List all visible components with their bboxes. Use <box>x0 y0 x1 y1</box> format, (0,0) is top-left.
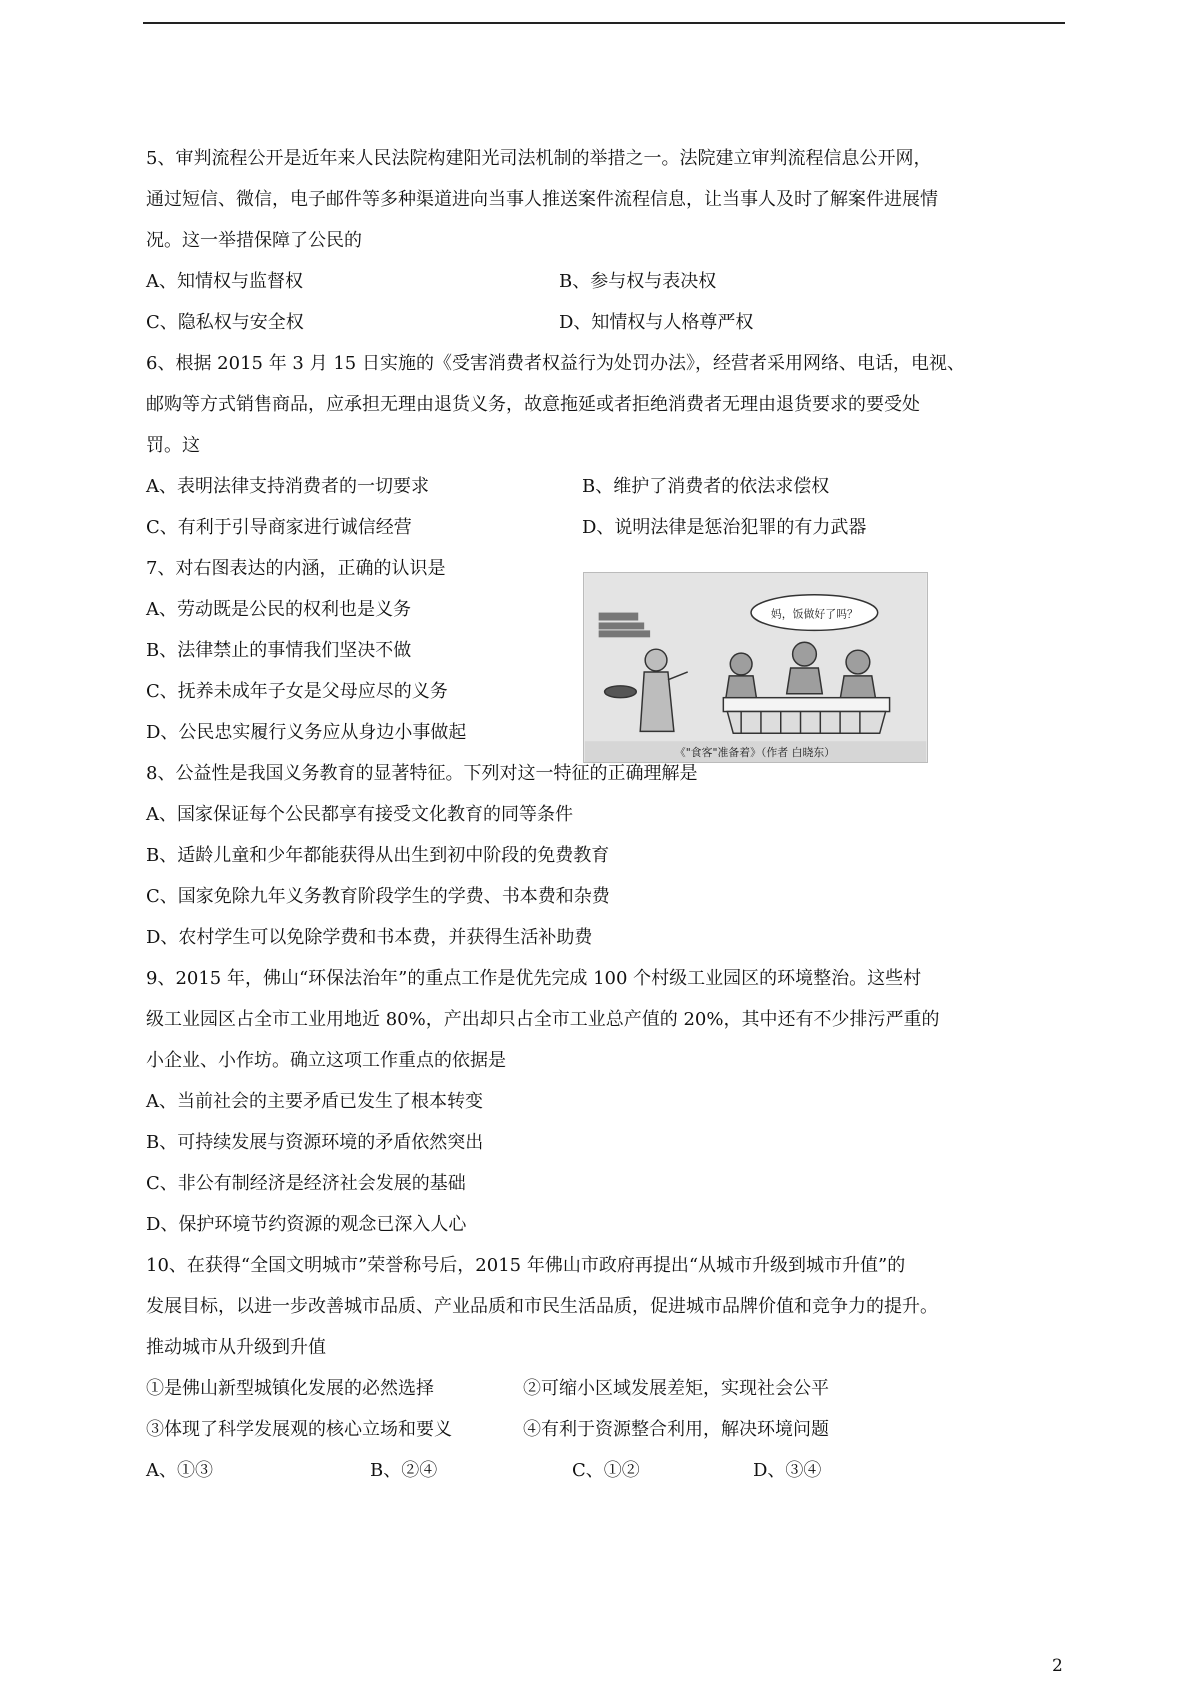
q5-option-b: B、参与权与表决权 <box>559 271 717 292</box>
q7-cartoon-figure <box>583 572 928 763</box>
q10-statement-3: ③体现了科学发展观的核心立场和要义 <box>146 1419 452 1440</box>
q10-stem-line-2: 发展目标，以进一步改善城市品质、产业品质和市民生活品质，促进城市品牌价值和竞争力的提升。 <box>146 1296 938 1317</box>
q9-option-b: B、可持续发展与资源环境的矛盾依然突出 <box>146 1132 484 1153</box>
q6-stem-line-3: 罚。这 <box>146 435 200 456</box>
q10-statements-row-1 <box>146 1368 1066 1409</box>
q5-option-d: D、知情权与人格尊严权 <box>559 312 754 333</box>
question-page <box>146 138 1066 1491</box>
q10-options-row <box>146 1450 1066 1491</box>
figure-caption: 《"食客"准备着》（作者 白晓东） <box>674 746 836 760</box>
q6-option-a: A、表明法律支持消费者的一切要求 <box>146 476 429 497</box>
q7-stem: 7、对右图表达的内涵，正确的认识是 <box>146 558 446 579</box>
q5-stem-line-2: 通过短信、微信，电子邮件等多种渠道进向当事人推送案件流程信息，让当事人及时了解案件进展情 <box>146 189 938 210</box>
q6-option-c: C、有利于引导商家进行诚信经营 <box>146 517 412 538</box>
q5-option-c: C、隐私权与安全权 <box>146 312 304 333</box>
q5-options-row-1 <box>146 261 1066 302</box>
q10-statement-2: ②可缩小区域发展差矩，实现社会公平 <box>523 1378 829 1399</box>
q10-option-d: D、③④ <box>753 1460 822 1481</box>
page-number: 2 <box>1052 1656 1063 1676</box>
q5-stem-line-1: 5、审判流程公开是近年来人民法院构建阳光司法机制的举措之一。法院建立审判流程信息公开网， <box>146 148 932 169</box>
q5-stem-line-3: 况。这一举措保障了公民的 <box>146 230 362 251</box>
q7-option-a: A、劳动既是公民的权利也是义务 <box>146 599 411 620</box>
dining-table <box>723 698 889 734</box>
q10-statements-row-2 <box>146 1409 1066 1450</box>
q8-option-c: C、国家免除九年义务教育阶段学生的学费、书本费和杂费 <box>146 886 610 907</box>
q10-option-b: B、②④ <box>370 1460 438 1481</box>
q7-option-b: B、法律禁止的事情我们坚决不做 <box>146 640 412 661</box>
q5-options-row-2 <box>146 302 1066 343</box>
q9-option-d: D、保护环境节约资源的观念已深入人心 <box>146 1214 467 1235</box>
q5-option-a: A、知情权与监督权 <box>146 271 303 292</box>
q10-option-c: C、①② <box>572 1460 640 1481</box>
q6-stem-line-2: 邮购等方式销售商品，应承担无理由退货义务，故意拖延或者拒绝消费者无理由退货要求的要受处 <box>146 394 920 415</box>
q6-option-b: B、维护了消费者的依法求偿权 <box>582 476 830 497</box>
q10-option-a: A、①③ <box>146 1460 213 1481</box>
header-rule <box>143 22 1065 24</box>
q9-stem-line-2: 级工业园区占全市工业用地近 80%，产出却只占全市工业总产值的 20%，其中还有不少排污严重的 <box>146 1009 940 1030</box>
q8-option-a: A、国家保证每个公民都享有接受文化教育的同等条件 <box>146 804 573 825</box>
q10-statement-1: ①是佛山新型城镇化发展的必然选择 <box>146 1378 434 1399</box>
q8-option-b: B、适龄儿童和少年都能获得从出生到初中阶段的免费教育 <box>146 845 610 866</box>
speech-text: 妈，饭做好了吗？ <box>770 607 858 621</box>
q7-option-c: C、抚养未成年子女是父母应尽的义务 <box>146 681 448 702</box>
q9-stem-line-1: 9、2015 年，佛山“环保法治年”的重点工作是优先完成 100 个村级工业园区的环境整治。这些村 <box>146 968 922 989</box>
q6-stem-line-1: 6、根据 2015 年 3 月 15 日实施的《受害消费者权益行为处罚办法》，经营者采用网络、电话，电视、 <box>146 353 965 374</box>
q8-option-d: D、农村学生可以免除学费和书本费，并获得生活补助费 <box>146 927 593 948</box>
q9-stem-line-3: 小企业、小作坊。确立这项工作重点的依据是 <box>146 1050 506 1071</box>
q8-stem: 8、公益性是我国义务教育的显著特征。下列对这一特征的正确理解是 <box>146 763 698 784</box>
speech-bubble <box>751 595 878 631</box>
q7-option-d: D、公民忠实履行义务应从身边小事做起 <box>146 722 467 743</box>
q9-option-c: C、非公有制经济是经济社会发展的基础 <box>146 1173 466 1194</box>
q10-statement-4: ④有利于资源整合利用，解决环境问题 <box>523 1419 829 1440</box>
q9-option-a: A、当前社会的主要矛盾已发生了根本转变 <box>146 1091 483 1112</box>
q6-option-d: D、说明法律是惩治犯罪的有力武器 <box>582 517 867 538</box>
q10-stem-line-3: 推动城市从升级到升值 <box>146 1337 326 1358</box>
q6-options-row-1 <box>146 466 1066 507</box>
q10-stem-line-1: 10、在获得“全国文明城市”荣誉称号后，2015 年佛山市政府再提出“从城市升级到城市升值”的 <box>146 1255 906 1276</box>
q6-options-row-2 <box>146 507 1066 548</box>
